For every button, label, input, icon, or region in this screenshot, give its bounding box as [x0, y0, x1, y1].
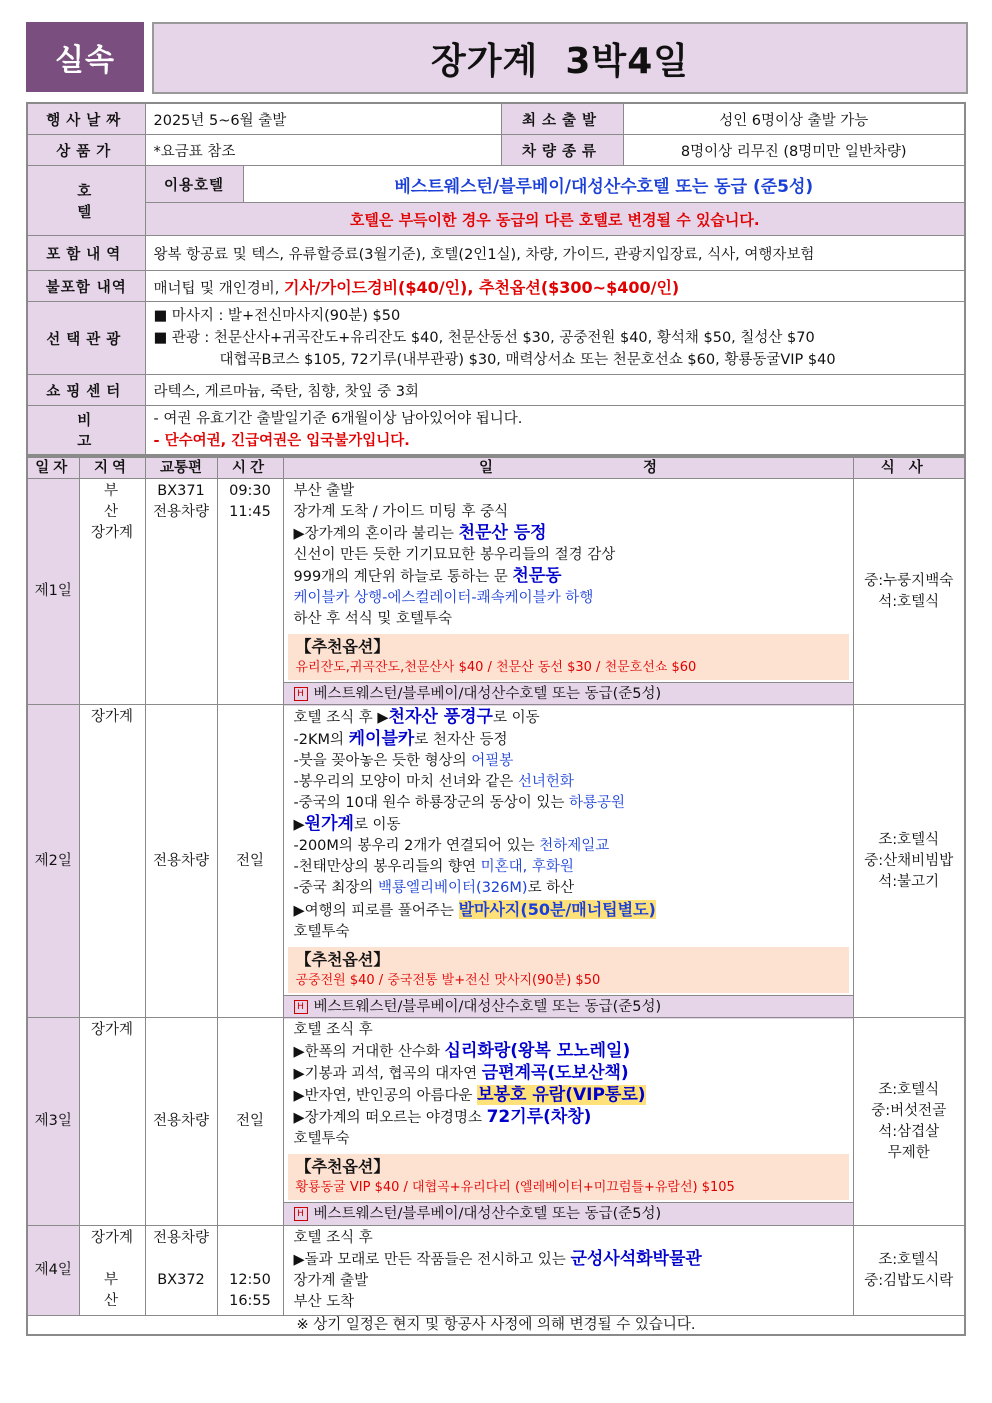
include-value: 왕복 항공료 및 텍스, 유류할증료(3월기준), 호텔(2인1실), 차량, 가이드, 관광지입장료, 식사, 여행자보험 [145, 236, 965, 271]
day-4-line-3: 장가계 출발 [293, 1273, 369, 1289]
day-3-meal-2: 중:버섯전골 [871, 1102, 947, 1119]
day-2-line-9-a: -중국 최장의 [293, 880, 378, 896]
day-3-line-2-a: ▶한폭의 거대한 산수화 [293, 1044, 445, 1060]
remark-label: 비고 [27, 406, 145, 456]
day-1-meal-1: 중:누룽지백숙 [864, 572, 954, 589]
day-3-label: 제3일 [27, 1018, 79, 1226]
day-3-line-5-a: ▶장가계의 떠오르는 야경명소 [293, 1110, 487, 1126]
day-4-place-1: 장가계 [90, 1230, 134, 1246]
day-1-time-1: 09:30 [229, 483, 271, 499]
page-title [152, 22, 968, 94]
day-2-line-9-c: 로 하산 [527, 880, 575, 896]
day-2-option-title: 【추천옵션】 [295, 950, 390, 969]
day-2-line-10-a: ▶여행의 피로를 풀어주는 [293, 903, 459, 919]
day-2-line-7-a: -200M의 봉우리 2개가 연결되어 있는 [293, 838, 540, 854]
day-1-line-3-text: ▶장가계의 혼이라 불리는 [293, 526, 459, 542]
col-transport-header: 교통편 [145, 457, 217, 479]
day-1-label: 제1일 [27, 479, 79, 705]
day-2-line-2 [288, 729, 849, 751]
day-2-line-1 [288, 707, 849, 729]
day-2-hotel-text: 베스트웨스턴/블루베이/대성산수호텔 또는 동급(준5성) [313, 999, 662, 1015]
day-1-plan [283, 479, 853, 705]
day-1-line-6: 케이블카 상행-에스컬레이터-쾌속케이블카 하행 [293, 590, 594, 606]
day-1-line-1: 부산 출발 [293, 483, 355, 499]
day-1-line-3 [288, 523, 849, 545]
day-3-row [27, 1018, 965, 1226]
hotel-icon: H [294, 1000, 308, 1014]
exclude-red: 기사/가이드경비($40/인), 추천옵션($300~$400/인) [284, 277, 680, 297]
day-4-meal-1: 조:호텔식 [878, 1251, 940, 1268]
hotel-sub-label: 이용호텔 [145, 166, 243, 203]
day-3-hotel [284, 1202, 853, 1226]
day-2-line-5 [288, 793, 849, 814]
day-2-line-2-c: 로 천자산 등정 [414, 732, 508, 748]
day-2-line-6-hl: 원가계 [304, 814, 354, 834]
day-3-transport: 전용차량 [145, 1018, 217, 1226]
day-3-meal-3: 석:삼겹살 [878, 1123, 940, 1140]
exclude-plain: 매너팁 및 개인경비, [153, 280, 284, 297]
day-2-line-4 [288, 772, 849, 793]
day-1-option-box [288, 634, 849, 680]
day-2-hotel [284, 995, 853, 1019]
day-4-place-2: 부산 [103, 1272, 130, 1309]
day-2-meal-3: 석:불고기 [878, 873, 940, 890]
day-2-line-11: 호텔투숙 [293, 924, 350, 940]
hotel-value: 베스트웨스턴/블루베이/대성산수호텔 또는 동급 (준5성) [243, 166, 965, 203]
day-2-line-3 [288, 751, 849, 772]
day-3-option-box [288, 1154, 849, 1200]
day-3-line-6: 호텔투숙 [293, 1131, 350, 1147]
day-2-line-2-hl: 케이블카 [348, 729, 415, 749]
hotel-icon: H [294, 1207, 308, 1221]
exclude-label: 불포함 내역 [27, 271, 145, 302]
day-3-hotel-text: 베스트웨스턴/블루베이/대성산수호텔 또는 동급(준5성) [313, 1206, 662, 1222]
day-4-time [217, 1226, 283, 1316]
day-3-line-1: 호텔 조식 후 [293, 1022, 373, 1038]
day-2-line-8-hl: 미혼대, 후화원 [480, 859, 574, 875]
date-value: 2025년 5~6월 출발 [145, 103, 501, 135]
day-2-line-2-a: -2KM의 [293, 732, 349, 748]
day-1-option-title: 【추천옵션】 [295, 637, 390, 656]
day-1-line-3-hl: 천문산 등정 [458, 523, 547, 543]
day-4-meal-2: 중:김밥도시락 [864, 1272, 954, 1289]
hotel-label: 호텔 [27, 166, 145, 236]
include-label: 포함내역 [27, 236, 145, 271]
day-2-line-8-a: -천태만상의 봉우리들의 향연 [293, 859, 481, 875]
day-2-time: 전일 [217, 705, 283, 1018]
day-1-transport-2: 전용차량 [152, 504, 210, 520]
day-1-row [27, 479, 965, 705]
shopping-label: 쇼핑센터 [27, 375, 145, 406]
remark-1: - 여권 유효기간 출발일기준 6개월이상 남아있어야 됩니다. [153, 411, 523, 427]
day-3-meal-4: 무제한 [887, 1144, 930, 1161]
day-3-line-2-hl: 십리화랑(왕복 모노레일) [444, 1041, 631, 1061]
day-2-line-7 [288, 836, 849, 857]
day-2-line-9 [288, 878, 849, 899]
day-3-time: 전일 [217, 1018, 283, 1226]
day-3-line-5-hl: 72기루(차창) [486, 1107, 592, 1127]
col-day-header: 일자 [27, 457, 79, 479]
day-3-line-4 [288, 1085, 849, 1107]
date-label: 행사날짜 [27, 103, 145, 135]
col-time-header: 시간 [217, 457, 283, 479]
day-3-plan [283, 1018, 853, 1226]
day-2-meal-1: 조:호텔식 [878, 831, 940, 848]
day-4-line-1: 호텔 조식 후 [293, 1230, 373, 1246]
day-2-line-9-hl: 백룡엘리베이터(326M) [378, 880, 528, 896]
day-2-place: 장가계 [79, 705, 145, 1018]
price-value: *요금표 참조 [145, 135, 501, 166]
page-title-text: 장가계 3박4일 [430, 40, 690, 82]
day-3-meal-1: 조:호텔식 [878, 1081, 940, 1098]
vehicle-value: 8명이상 리무진 (8명미만 일반차량) [623, 135, 965, 166]
day-2-line-4-hl: 선녀헌화 [517, 774, 574, 790]
price-label: 상품가 [27, 135, 145, 166]
day-3-line-4-a: ▶반자연, 반인공의 아름다운 [293, 1088, 478, 1104]
day-2-option-body: 공중전원 $40 / 중국전통 발+전신 맛사지(90분) $50 [295, 973, 601, 988]
day-1-meal-2: 석:호텔식 [878, 593, 940, 610]
day-2-line-3-a: -붓을 꽂아놓은 듯한 형상의 [293, 753, 472, 769]
day-1-line-4: 신선이 만든 듯한 기기묘묘한 봉우리들의 절경 감상 [293, 547, 616, 563]
day-4-time-1: 12:50 [229, 1272, 271, 1288]
optional-label: 선택관광 [27, 302, 145, 375]
day-4-label: 제4일 [27, 1226, 79, 1316]
day-3-line-5 [288, 1107, 849, 1129]
optional-massage: ■ 마사지 : 발+전신마사지(90분) $50 [153, 308, 401, 324]
product-badge: 실속 [26, 22, 144, 92]
day-2-line-1-hl: 천자산 풍경구 [388, 707, 493, 727]
day-3-line-2 [288, 1041, 849, 1063]
day-2-line-6-a: ▶ [293, 817, 305, 833]
day-2-line-6-c: 로 이동 [353, 817, 401, 833]
day-4-transport-2: BX372 [157, 1272, 205, 1288]
day-1-line-2: 장가계 도착 / 가이드 미팅 후 중식 [293, 504, 509, 520]
day-3-line-3 [288, 1063, 849, 1085]
day-1-hotel [284, 682, 853, 706]
day-4-line-2-a: ▶돌과 모래로 만든 작품들은 전시하고 있는 [293, 1252, 571, 1268]
day-2-row [27, 705, 965, 1018]
day-2-line-7-hl: 천하제일교 [539, 838, 610, 854]
hotel-icon: H [294, 687, 308, 701]
day-1-line-5-hl: 천문동 [512, 566, 562, 586]
optional-tour: ■ 관광 : 천문산사+귀곡잔도+유리잔도 $40, 천문산동선 $30, 공중전원 $40, 황석채 $50, 칠성산 $70 [153, 330, 815, 346]
day-3-option-body: 황룡동굴 VIP $40 / 대협곡+유리다리 (엘레베이터+미끄럼틀+유람선) $105 [295, 1180, 735, 1195]
min-departure-value: 성인 6명이상 출발 가능 [623, 103, 965, 135]
day-1-meal [853, 479, 965, 705]
footer-note: ※ 상기 일정은 현지 및 항공사 사정에 의해 변경될 수 있습니다. [27, 1316, 965, 1336]
day-4-meal [853, 1226, 965, 1316]
day-3-place: 장가계 [79, 1018, 145, 1226]
vehicle-label: 차량종류 [501, 135, 623, 166]
day-2-line-10-hl: 발마사지(50분/매너팁별도) [458, 900, 656, 919]
schedule-table [26, 456, 966, 1336]
day-1-line-5-text: 999개의 계단위 하늘로 통하는 문 [293, 569, 513, 585]
day-4-line-2-hl: 군성사석화박물관 [570, 1249, 702, 1269]
day-4-line-4: 부산 도착 [293, 1294, 355, 1310]
day-2-line-1-a: 호텔 조식 후 ▶ [293, 710, 389, 726]
day-1-hotel-text: 베스트웨스턴/블루베이/대성산수호텔 또는 동급(준5성) [313, 686, 662, 702]
day-2-line-3-hl: 어필봉 [471, 753, 514, 769]
remark-value [145, 406, 965, 456]
hotel-note: 호텔은 부득이한 경우 동급의 다른 호텔로 변경될 수 있습니다. [145, 203, 965, 236]
day-2-line-5-a: -중국의 10대 원수 하룡장군의 동상이 있는 [293, 795, 569, 811]
day-2-meal [853, 705, 965, 1018]
day-2-option-box [288, 947, 849, 993]
col-meal-header: 식사 [853, 457, 965, 479]
day-3-option-title: 【추천옵션】 [295, 1157, 390, 1176]
day-4-row [27, 1226, 965, 1316]
day-2-meal-2: 중:산채비빔밥 [864, 852, 954, 869]
day-1-time [217, 479, 283, 705]
day-4-transport-1: 전용차량 [152, 1230, 210, 1246]
col-place-header: 지역 [79, 457, 145, 479]
day-3-line-4-hl: 보봉호 유람(VIP통로) [477, 1085, 646, 1105]
day-2-label: 제2일 [27, 705, 79, 1018]
day-1-line-5 [288, 566, 849, 588]
day-4-line-2 [288, 1249, 849, 1271]
day-1-time-2: 11:45 [229, 504, 271, 520]
day-3-line-3-a: ▶기봉과 괴석, 협곡의 대자연 [293, 1066, 482, 1082]
min-departure-label: 최소출발 [501, 103, 623, 135]
day-2-line-8 [288, 857, 849, 878]
day-1-place [79, 479, 145, 705]
day-2-line-4-a: -봉우리의 모양이 마치 선녀와 같은 [293, 774, 518, 790]
day-1-option-body: 유리잔도,귀곡잔도,천문산사 $40 / 천문산 동선 $30 / 천문호선쇼 $60 [295, 660, 697, 675]
day-4-time-2: 16:55 [229, 1293, 271, 1309]
day-1-transport-1: BX371 [157, 483, 205, 499]
day-2-transport: 전용차량 [145, 705, 217, 1018]
day-2-plan [283, 705, 853, 1018]
day-3-line-3-hl: 금편계곡(도보산책) [481, 1063, 629, 1083]
day-2-line-10 [288, 899, 849, 922]
day-1-transport [145, 479, 217, 705]
day-4-transport [145, 1226, 217, 1316]
remark-2: - 단수여권, 긴급여권은 입국불가입니다. [153, 433, 410, 449]
day-4-place [79, 1226, 145, 1316]
day-2-line-5-hl: 하룡공원 [568, 795, 625, 811]
shopping-value: 라텍스, 게르마늄, 죽탄, 침향, 찻잎 중 3회 [145, 375, 965, 406]
day-3-meal [853, 1018, 965, 1226]
day-1-place-2: 장가계 [90, 525, 134, 541]
day-4-plan [283, 1226, 853, 1316]
optional-value [145, 302, 965, 375]
optional-tour-cont: 대협곡B코스 $105, 72기루(내부관광) $30, 매력상서쇼 또는 천문호선쇼 $60, 황룡동굴VIP $40 [219, 352, 836, 368]
day-1-place-1: 부산 [103, 483, 130, 520]
exclude-value [145, 271, 965, 302]
day-2-line-1-c: 로 이동 [492, 710, 540, 726]
day-2-line-6 [288, 814, 849, 836]
info-table [26, 102, 966, 456]
col-plan-header: 일정 [283, 457, 853, 479]
day-1-line-7: 하산 후 석식 및 호텔투숙 [293, 611, 453, 627]
